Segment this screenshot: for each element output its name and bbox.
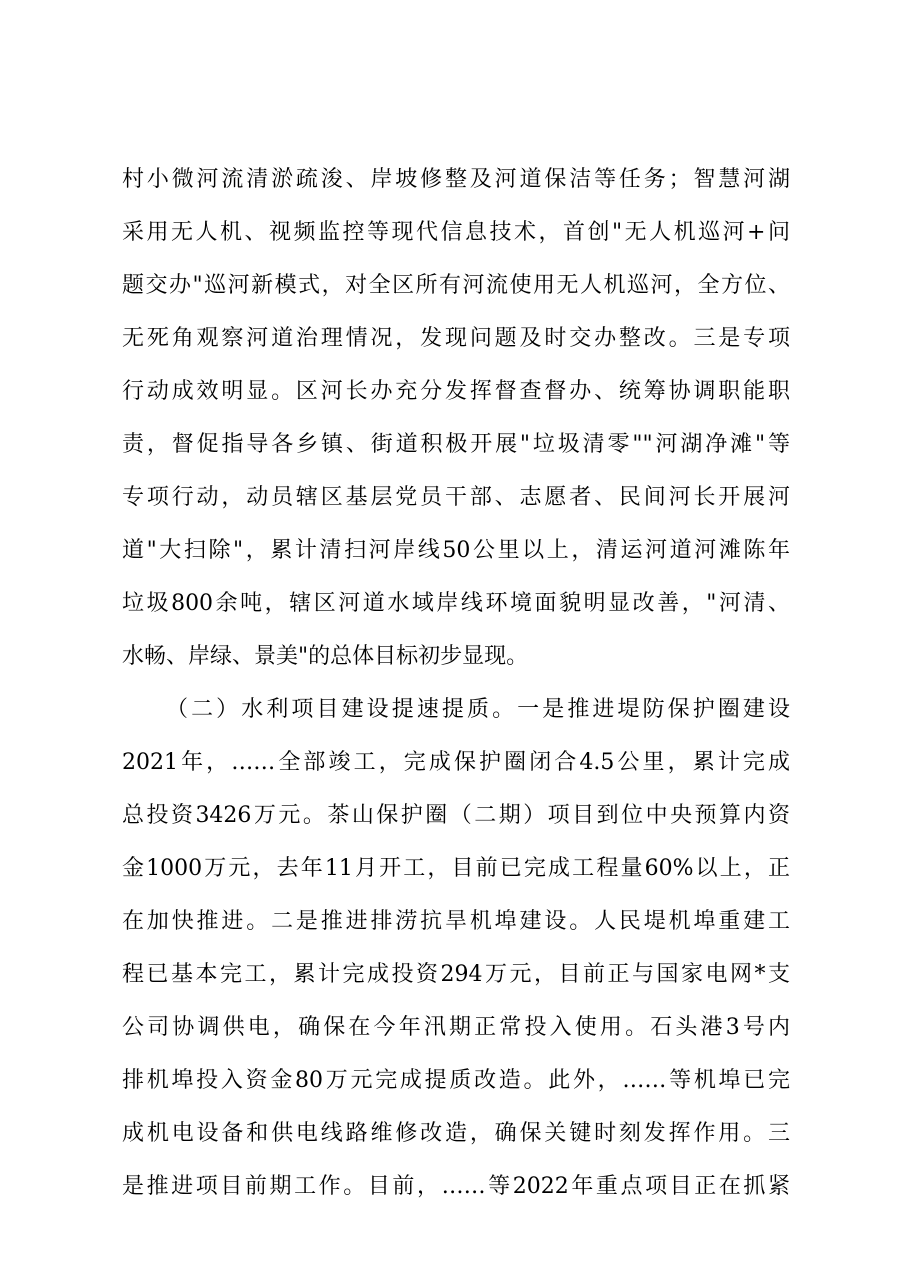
text-line: 排机埠投入资金80万元完成提质改造。此外，……等机埠已完	[122, 1068, 790, 1093]
text-line: 村小微河流清淤疏浚、岸坡修整及河道保洁等任务；智慧河湖	[122, 167, 790, 192]
text-line: 在加快推进。二是推进排涝抗旱机埠建设。人民堤机埠重建工	[122, 909, 790, 934]
text-line: 金1000万元，去年11月开工，目前已完成工程量60%以上，正	[122, 856, 790, 881]
text-line: 水畅、岸绿、景美"的总体目标初步显现。	[122, 644, 529, 669]
text-line: 专项行动，动员辖区基层党员干部、志愿者、民间河长开展河	[122, 485, 790, 510]
text-line: 垃圾800余吨，辖区河道水域岸线环境面貌明显改善，"河清、	[122, 591, 790, 616]
text-line: 公司协调供电，确保在今年汛期正常投入使用。石头港3号内	[122, 1015, 790, 1040]
text-line: 责，督促指导各乡镇、街道积极开展"垃圾清零""河湖净滩"等	[122, 432, 790, 457]
text-line: 2021年，……全部竣工，完成保护圈闭合4.5公里，累计完成	[122, 750, 790, 775]
text-line: 题交办"巡河新模式，对全区所有河流使用无人机巡河，全方位、	[122, 273, 790, 298]
text-line: 采用无人机、视频监控等现代信息技术，首创"无人机巡河+问	[122, 220, 790, 245]
text-line: 道"大扫除"，累计清扫河岸线50公里以上，清运河道河滩陈年	[122, 538, 790, 563]
text-line: 是推进项目前期工作。目前，……等2022年重点项目正在抓紧	[122, 1174, 790, 1199]
text-line: 无死角观察河道治理情况，发现问题及时交办整改。三是专项	[122, 326, 790, 351]
section-heading-line: （二）水利项目建设提速提质。一是推进堤防保护圈建设	[166, 697, 790, 722]
text-line: 行动成效明显。区河长办充分发挥督查督办、统筹协调职能职	[122, 379, 790, 404]
text-line: 成机电设备和供电线路维修改造，确保关键时刻发挥作用。三	[122, 1121, 790, 1146]
text-line: 程已基本完工，累计完成投资294万元，目前正与国家电网*支	[122, 962, 790, 987]
text-line: 总投资3426万元。茶山保护圈（二期）项目到位中央预算内资	[122, 803, 790, 828]
